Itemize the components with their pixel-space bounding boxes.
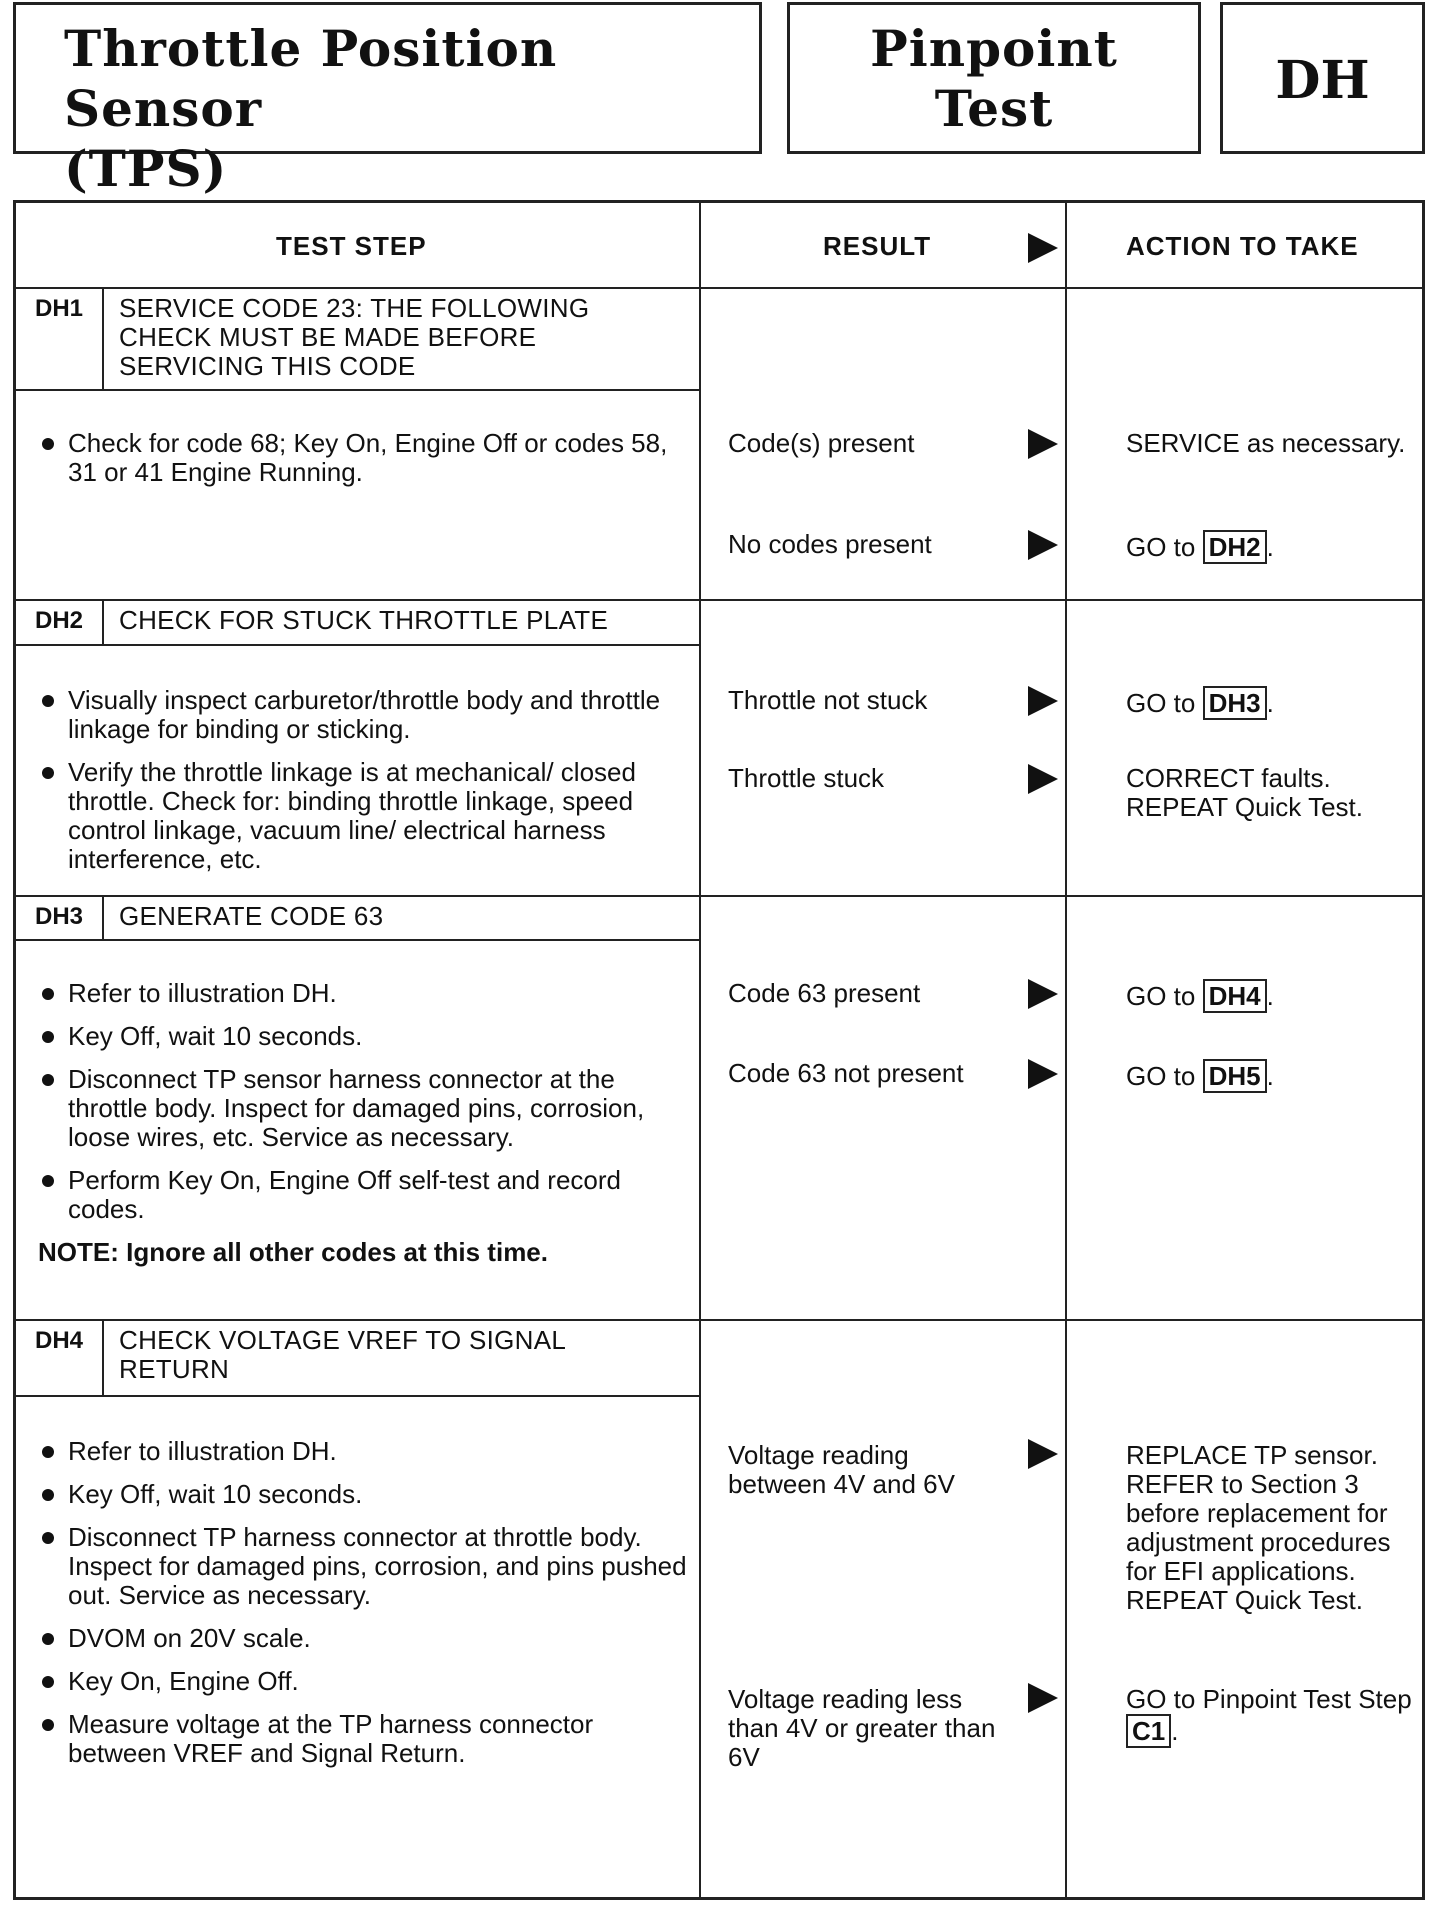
step-instructions xyxy=(38,429,698,501)
arrow-right-icon xyxy=(1028,530,1058,560)
action-label: GO to xyxy=(1126,532,1196,562)
arrow-right-icon xyxy=(1028,1683,1058,1713)
step-header xyxy=(16,1321,699,1397)
col-header-result: RESULT xyxy=(823,231,932,261)
step-ref-dh3[interactable]: DH3 xyxy=(1203,686,1267,720)
title-line1: Throttle Position Sensor xyxy=(64,19,558,138)
pinpoint-label xyxy=(790,19,1198,139)
action-text: REPLACE TP sensor. REFER to Section 3 before replacement for adjustment procedures for EFI applications. REPEAT Quick Test. xyxy=(1126,1440,1391,1615)
result-text: No codes present xyxy=(728,529,932,559)
instruction-item: Refer to illustration DH. xyxy=(38,979,698,1008)
instruction-item: Key Off, wait 10 seconds. xyxy=(38,1480,698,1509)
step-ref-dh5[interactable]: DH5 xyxy=(1203,1059,1267,1093)
step-title: CHECK VOLTAGE VREF TO SIGNAL RETURN xyxy=(119,1325,566,1384)
action-label: GO to xyxy=(1126,981,1196,1011)
instruction-item: Key On, Engine Off. xyxy=(38,1667,698,1696)
action-text: GO to DH5 . xyxy=(1126,1061,1274,1091)
action-text: GO to DH3 . xyxy=(1126,688,1274,718)
result-text: Throttle not stuck xyxy=(728,685,928,715)
col-header-action: ACTION TO TAKE xyxy=(1126,231,1359,261)
step-id: DH1 xyxy=(16,289,104,389)
step-ref-dh4[interactable]: DH4 xyxy=(1203,979,1267,1013)
note-label: NOTE: xyxy=(38,1237,119,1267)
step-header xyxy=(16,601,699,646)
action-text: GO to DH2 . xyxy=(1126,532,1274,562)
note xyxy=(38,1238,698,1267)
action-text: GO to Pinpoint Test Step C1 . xyxy=(1126,1684,1412,1746)
step-dh2 xyxy=(16,601,1422,895)
action-label: GO to xyxy=(1126,688,1196,718)
step-ref-c1[interactable]: C1 xyxy=(1126,1714,1171,1748)
result-text: Code 63 present xyxy=(728,978,921,1008)
step-title: CHECK FOR STUCK THROTTLE PLATE xyxy=(119,605,609,635)
action-text: GO to DH4 . xyxy=(1126,981,1274,1011)
result-text: Code(s) present xyxy=(728,428,915,458)
action-text: CORRECT faults. REPEAT Quick Test. xyxy=(1126,763,1363,822)
step-dh1 xyxy=(16,289,1422,599)
step-dh3 xyxy=(16,897,1422,1319)
title-line2: (TPS) xyxy=(64,139,228,198)
action-text: SERVICE as necessary. xyxy=(1126,428,1406,458)
code-box xyxy=(1220,2,1425,154)
step-id: DH2 xyxy=(16,601,104,644)
instruction-item: Visually inspect carburetor/throttle body and throttle linkage for binding or sticking. xyxy=(38,686,698,744)
instruction-item: DVOM on 20V scale. xyxy=(38,1624,698,1653)
step-header xyxy=(16,897,699,941)
arrow-right-icon xyxy=(1028,1439,1058,1469)
arrow-right-icon xyxy=(1028,429,1058,459)
step-header xyxy=(16,289,699,391)
arrow-right-icon xyxy=(1028,233,1058,263)
instruction-item: Key Off, wait 10 seconds. xyxy=(38,1022,698,1051)
result-text: Throttle stuck xyxy=(728,763,885,793)
arrow-right-icon xyxy=(1028,1059,1058,1089)
result-text: Voltage reading less than 4V or greater than 6V xyxy=(728,1684,996,1772)
instruction-item: Verify the throttle linkage is at mechanical/ closed throttle. Check for: binding throttle linkage, speed control linkage, vacuum line/ electrical harness interference, etc. xyxy=(38,758,698,874)
arrow-right-icon xyxy=(1028,979,1058,1009)
title-box xyxy=(13,2,762,198)
step-id: DH3 xyxy=(16,897,104,939)
step-title: SERVICE CODE 23: THE FOLLOWING CHECK MUST BE MADE BEFORE SERVICING THIS CODE xyxy=(119,293,590,381)
pinpoint-line2: Test xyxy=(934,79,1054,138)
note-text: Ignore all other codes at this time. xyxy=(126,1237,548,1267)
instruction-item: Disconnect TP harness connector at throttle body. Inspect for damaged pins, corrosion, and pins pushed out. Service as necessary. xyxy=(38,1523,698,1610)
step-dh4 xyxy=(16,1321,1422,1897)
step-instructions xyxy=(38,979,698,1267)
instruction-item: Check for code 68; Key On, Engine Off or codes 58, 31 or 41 Engine Running. xyxy=(38,429,698,487)
instruction-item: Refer to illustration DH. xyxy=(38,1437,698,1466)
step-title: GENERATE CODE 63 xyxy=(119,901,384,931)
test-code: DH xyxy=(1275,50,1370,111)
step-ref-dh2[interactable]: DH2 xyxy=(1203,530,1267,564)
pinpoint-line1: Pinpoint xyxy=(870,19,1118,78)
col-header-test-step: TEST STEP xyxy=(276,231,427,261)
step-id: DH4 xyxy=(16,1321,104,1395)
step-instructions xyxy=(38,1437,698,1782)
action-label: GO to Pinpoint Test Step xyxy=(1126,1684,1412,1714)
pinpoint-table xyxy=(13,200,1425,1900)
result-text: Voltage reading between 4V and 6V xyxy=(728,1440,955,1499)
step-instructions xyxy=(38,686,698,888)
result-text: Code 63 not present xyxy=(728,1058,964,1088)
pinpoint-box xyxy=(787,2,1201,154)
arrow-right-icon xyxy=(1028,764,1058,794)
arrow-right-icon xyxy=(1028,686,1058,716)
instruction-item: Disconnect TP sensor harness connector at the throttle body. Inspect for damaged pins, corrosion, loose wires, etc. Service as necessary. xyxy=(38,1065,698,1152)
instruction-item: Perform Key On, Engine Off self-test and record codes. xyxy=(38,1166,698,1224)
page-title xyxy=(64,19,759,199)
instruction-item: Measure voltage at the TP harness connector between VREF and Signal Return. xyxy=(38,1710,698,1768)
action-label: GO to xyxy=(1126,1061,1196,1091)
